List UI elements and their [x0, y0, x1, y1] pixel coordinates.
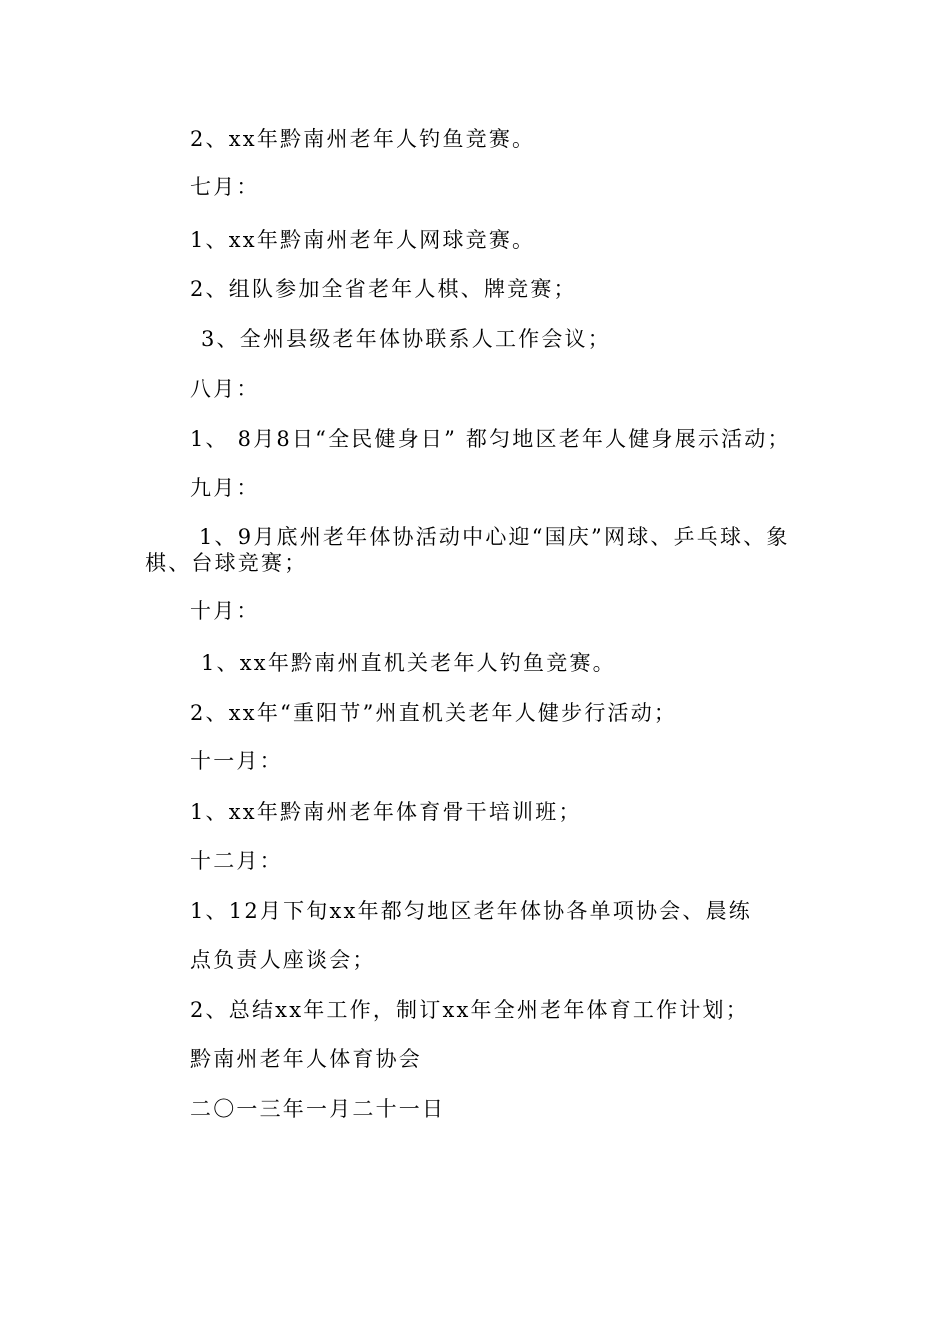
- heading-november: 十一月：: [190, 749, 283, 773]
- line-september-item-1: 1、9月底州老年体协活动中心迎“国庆”网球、乒乓球、象棋、台球竞赛；: [145, 525, 790, 575]
- signature-organization: 黔南州老年人体育协会: [190, 1047, 422, 1071]
- line-july-item-2: 2、组队参加全省老年人棋、牌竞赛；: [190, 277, 577, 301]
- signature-date: 二〇一三年一月二十一日: [190, 1097, 446, 1121]
- line-august-item-1: 1、 8月8日“全民健身日” 都匀地区老年人健身展示活动；: [190, 427, 791, 451]
- heading-september: 九月：: [190, 476, 260, 500]
- line-july-item-3: 3、全州县级老年体协联系人工作会议；: [201, 327, 611, 351]
- line-july-item-1: 1、xx年黔南州老年人网球竞赛。: [190, 228, 536, 252]
- line-december-item-1-continued: 点负责人座谈会；: [190, 948, 376, 972]
- line-december-item-2: 2、总结xx年工作，制订xx年全州老年体育工作计划；: [190, 998, 749, 1022]
- heading-august: 八月：: [190, 377, 260, 401]
- line-october-item-1: 1、xx年黔南州直机关老年人钓鱼竞赛。: [201, 651, 616, 675]
- line-december-item-1: 1、12月下旬xx年都匀地区老年体协各单项协会、晨练: [190, 899, 752, 923]
- line-october-item-2: 2、xx年“重阳节”州直机关老年人健步行活动；: [190, 701, 678, 725]
- heading-december: 十二月：: [190, 849, 283, 873]
- heading-july: 七月：: [190, 175, 260, 199]
- line-november-item-1: 1、xx年黔南州老年体育骨干培训班；: [190, 800, 582, 824]
- line-june-item-2: 2、xx年黔南州老年人钓鱼竞赛。: [190, 127, 536, 151]
- heading-october: 十月：: [190, 599, 260, 623]
